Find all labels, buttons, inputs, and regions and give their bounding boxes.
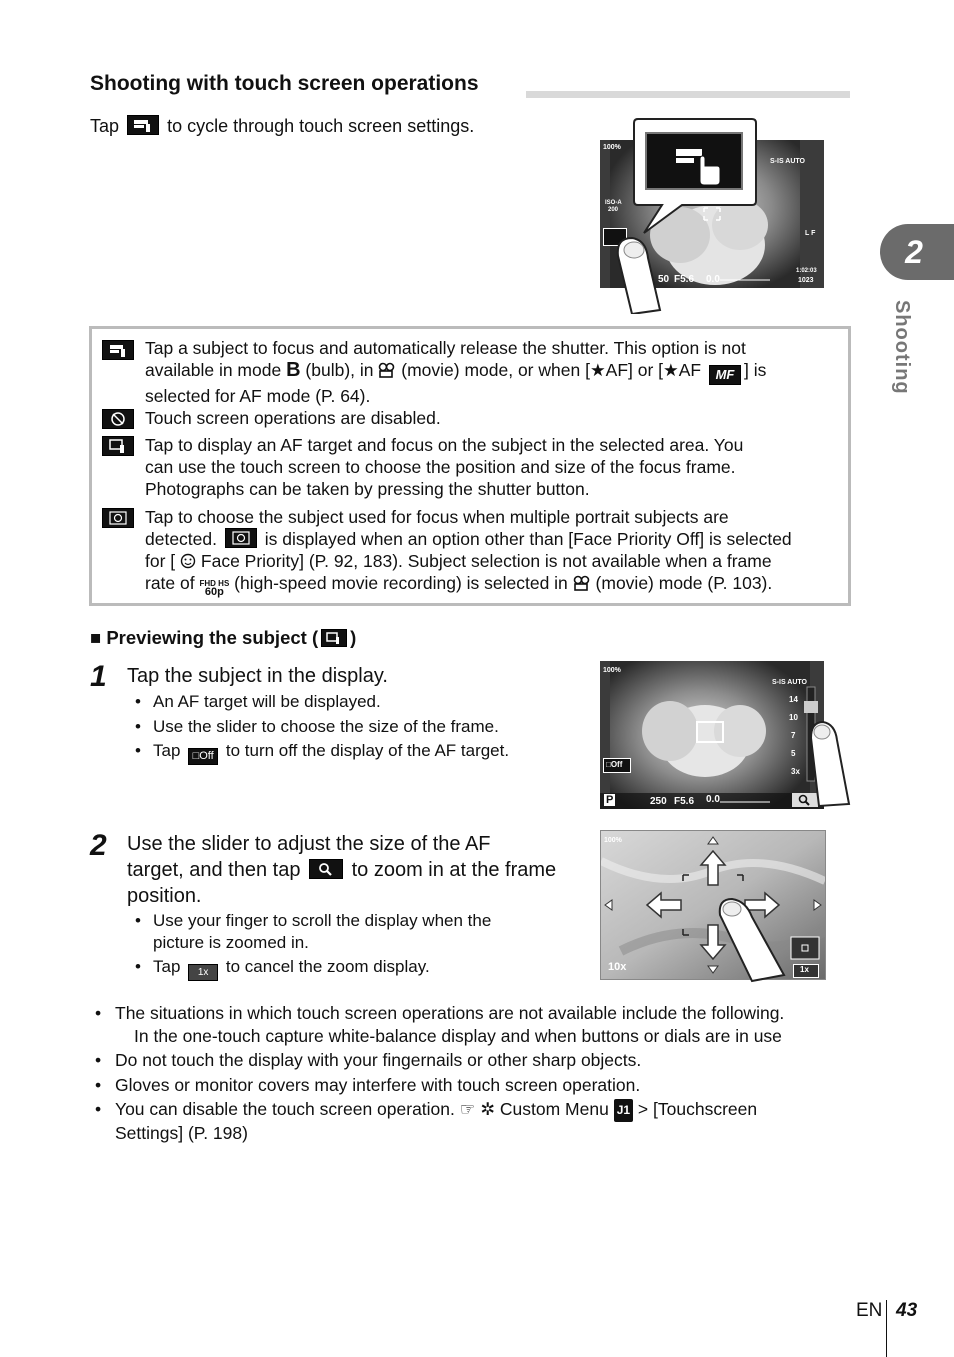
bullet-text: An AF target will be displayed. bbox=[153, 692, 381, 711]
mode-1-segment: (bulb), in bbox=[305, 360, 374, 380]
wb-label: S-IS AUTO bbox=[770, 158, 806, 165]
finger-illustration bbox=[805, 718, 855, 808]
mf-badge: MF bbox=[709, 365, 741, 385]
footer-language: EN bbox=[856, 1300, 883, 1321]
fhd-hs-label: FHD HS bbox=[199, 579, 230, 588]
reference-icon: ☞ bbox=[459, 1099, 476, 1119]
60p-label: 60p bbox=[204, 586, 224, 598]
shots-remaining: 1023 bbox=[798, 277, 814, 284]
step-2-number: 2 bbox=[90, 829, 107, 862]
cancel-zoom-label: 1x bbox=[800, 965, 809, 974]
intro-after: to cycle through touch screen settings. bbox=[167, 116, 475, 136]
touch-shutter-icon bbox=[102, 340, 134, 360]
wb-label: S-IS AUTO bbox=[772, 679, 808, 686]
bullet-text: picture is zoomed in. bbox=[153, 933, 309, 952]
frame-size-7: 7 bbox=[791, 731, 796, 740]
mode-4-line-2 bbox=[145, 528, 835, 550]
step-2-title-line-2 bbox=[127, 857, 556, 883]
step-2-title-line-1: Use the slider to adjust the size of the AF bbox=[127, 833, 491, 855]
quality-label: L F bbox=[805, 230, 816, 237]
movie-icon bbox=[378, 360, 401, 380]
bullet-text: to cancel the zoom display. bbox=[225, 957, 430, 976]
af-off-icon: □Off bbox=[188, 748, 218, 765]
note-4-line-1 bbox=[95, 1098, 835, 1122]
frame-size-5: 5 bbox=[791, 749, 796, 758]
fhd-hs-60p-badge bbox=[200, 579, 230, 597]
mode-3-text bbox=[145, 434, 835, 500]
shutter-value: 50 bbox=[658, 274, 670, 285]
step-2-title-line-3: position. bbox=[127, 885, 202, 907]
gear-icon: ✲ bbox=[480, 1099, 495, 1119]
mode-4-segment: is displayed when an option other than [Face Priority Off] is selected bbox=[264, 529, 792, 549]
heading-text: Previewing the subject ( bbox=[106, 627, 319, 648]
callout-bubble bbox=[630, 115, 760, 245]
ev-value: 0.0 bbox=[706, 274, 720, 285]
chapter-number: 2 bbox=[905, 234, 923, 270]
ev-value: 0.0 bbox=[706, 794, 720, 805]
step-1-bullet-1: • An AF target will be displayed. bbox=[135, 692, 381, 711]
mode-3-line-1: Tap to display an AF target and focus on the subject in the selected area. You bbox=[145, 435, 744, 455]
previewing-heading bbox=[90, 627, 356, 649]
chapter-label: Shooting bbox=[891, 300, 913, 395]
step-1-bullet-2: • Use the slider to choose the size of the frame. bbox=[135, 717, 499, 736]
mode-1-line-1: Tap a subject to focus and automatically release the shutter. This option is not bbox=[145, 338, 746, 358]
page-number: 43 bbox=[896, 1300, 918, 1321]
mode-3-line-2: can use the touch screen to choose the position and size of the focus frame. bbox=[145, 457, 736, 477]
touch-face-select-icon bbox=[102, 508, 134, 528]
title-segment: to zoom in at the frame bbox=[351, 859, 557, 881]
touch-af-target-icon bbox=[102, 436, 134, 456]
mode-4-segment: Face Priority] (P. 92, 183). Subject selection is not available when a frame bbox=[200, 551, 772, 571]
step-2-bullet-1: • Use your finger to scroll the display when the picture is zoomed in. bbox=[135, 911, 492, 952]
movie-icon bbox=[573, 573, 596, 593]
mode-4-segment: detected. bbox=[145, 529, 217, 549]
bullet-text: Tap bbox=[153, 957, 181, 976]
zoom-level: 10x bbox=[608, 961, 627, 973]
mode-4-segment: (movie) mode (P. 103). bbox=[595, 573, 773, 593]
touch-disabled-icon bbox=[102, 409, 134, 429]
af-off-label: □Off bbox=[606, 760, 623, 769]
title-segment: target, and then tap bbox=[127, 859, 301, 881]
mode-4-segment: for [ bbox=[145, 551, 176, 571]
mode-4-line-1: Tap to choose the subject used for focus when multiple portrait subjects are bbox=[145, 507, 729, 527]
note-2-text: Do not touch the display with your fingernails or other sharp objects. bbox=[115, 1050, 642, 1070]
note-3-text: Gloves or monitor covers may interfere with touch screen operation. bbox=[115, 1075, 641, 1095]
iso-value: 200 bbox=[608, 207, 619, 213]
note-4-segment: > [Touchscreen bbox=[637, 1099, 758, 1119]
af-off-button[interactable] bbox=[603, 758, 631, 773]
mode-4-segment: (high-speed movie recording) is selected in bbox=[234, 573, 568, 593]
mode-2-text: Touch screen operations are disabled. bbox=[145, 408, 441, 428]
battery-level: 100% bbox=[603, 144, 621, 151]
note-2: • Do not touch the display with your fingernails or other sharp objects. bbox=[95, 1049, 835, 1072]
note-4-line-2: Settings] (P. 198) bbox=[115, 1123, 248, 1143]
mode-1-segment: (movie) mode, or when [ bbox=[401, 360, 590, 380]
step-2-bullet-2: • Tap 1x to cancel the zoom display. bbox=[153, 956, 430, 981]
mode-1-text bbox=[145, 337, 835, 407]
note-1-line-1: The situations in which touch screen operations are not available include the following. bbox=[115, 1003, 785, 1023]
face-icon bbox=[175, 551, 201, 571]
mode-1-segment: AF] or [ bbox=[605, 360, 664, 380]
mode-4-line-3 bbox=[145, 550, 835, 572]
mode-1-segment: AF bbox=[678, 360, 702, 380]
frame-size-10: 10 bbox=[789, 713, 798, 722]
aperture-value: F5.6 bbox=[674, 796, 695, 807]
footer-divider bbox=[886, 1300, 887, 1357]
bullet-text: to turn off the display of the AF target. bbox=[225, 741, 510, 760]
step-1-bullet-3: • Tap □Off to turn off the display of the AF target. bbox=[153, 740, 509, 765]
bullet-text: Use the slider to choose the size of the frame. bbox=[153, 717, 499, 736]
face-select-icon bbox=[225, 528, 257, 548]
mode-1-segment: ] is bbox=[743, 360, 767, 380]
section-title: Shooting with touch screen operations bbox=[90, 72, 479, 95]
bullet-text: Tap bbox=[153, 741, 181, 760]
camera-screen-af-target bbox=[600, 661, 824, 809]
frame-size-3x: 3x bbox=[791, 767, 800, 776]
bulb-mode-letter: B bbox=[286, 359, 301, 381]
note-4: • You can disable the touch screen operation. ☞ ✲ Custom Menu J1 > [Touchscreen Settings] (P. 198) bbox=[95, 1098, 835, 1145]
touch-af-target-icon bbox=[321, 629, 347, 647]
bullet-text: Use your finger to scroll the display when the bbox=[153, 911, 492, 930]
zoom-icon bbox=[309, 859, 343, 879]
step-2-title bbox=[127, 831, 556, 909]
intro-text bbox=[90, 115, 474, 137]
note-1: • The situations in which touch screen operations are not available include the following. In the one-touch capture white-balance display and when buttons or dials are in use bbox=[95, 1002, 835, 1048]
battery-level: 100% bbox=[604, 837, 622, 844]
battery-level: 100% bbox=[603, 667, 621, 674]
heading-text-end: ) bbox=[350, 627, 357, 648]
mode-3-line-3: Photographs can be taken by pressing the shutter button. bbox=[145, 479, 590, 499]
cancel-zoom-button[interactable] bbox=[793, 964, 819, 978]
finger-illustration bbox=[712, 895, 792, 985]
star-icon: ★ bbox=[663, 360, 679, 380]
heading-marker: ■ bbox=[90, 627, 102, 648]
note-1-line-2: In the one-touch capture white-balance display and when buttons or dials are in use bbox=[134, 1026, 782, 1046]
touch-shutter-icon bbox=[127, 115, 159, 135]
mode-1-line-3: selected for AF mode (P. 64). bbox=[145, 386, 371, 406]
cancel-zoom-icon: 1x bbox=[188, 964, 218, 981]
note-4-segment: Custom Menu bbox=[499, 1099, 609, 1119]
intro-before: Tap bbox=[90, 116, 120, 136]
mode-1-line-2 bbox=[145, 359, 835, 385]
note-4-segment: You can disable the touch screen operation. bbox=[115, 1099, 455, 1119]
mode-4-line-4 bbox=[145, 572, 835, 597]
mode-4-segment: rate of bbox=[145, 573, 195, 593]
title-rule bbox=[526, 91, 850, 98]
mode-1-segment: available in mode bbox=[145, 360, 282, 380]
mode-4-text bbox=[145, 506, 835, 597]
mode-indicator: P bbox=[606, 794, 614, 806]
shutter-value: 250 bbox=[650, 796, 667, 807]
note-3: • Gloves or monitor covers may interfere with touch screen operation. bbox=[95, 1074, 835, 1097]
star-icon: ★ bbox=[589, 360, 606, 380]
time-remaining: 1:02:03 bbox=[796, 268, 817, 274]
frame-size-14: 14 bbox=[789, 695, 798, 704]
iso-label: ISO-A bbox=[605, 200, 622, 206]
custom-menu-j1-badge: J1 bbox=[614, 1099, 633, 1122]
finger-illustration bbox=[612, 234, 672, 314]
step-1-number: 1 bbox=[90, 660, 107, 693]
step-1-title: Tap the subject in the display. bbox=[127, 665, 388, 687]
aperture-value: F5.6 bbox=[674, 274, 695, 285]
